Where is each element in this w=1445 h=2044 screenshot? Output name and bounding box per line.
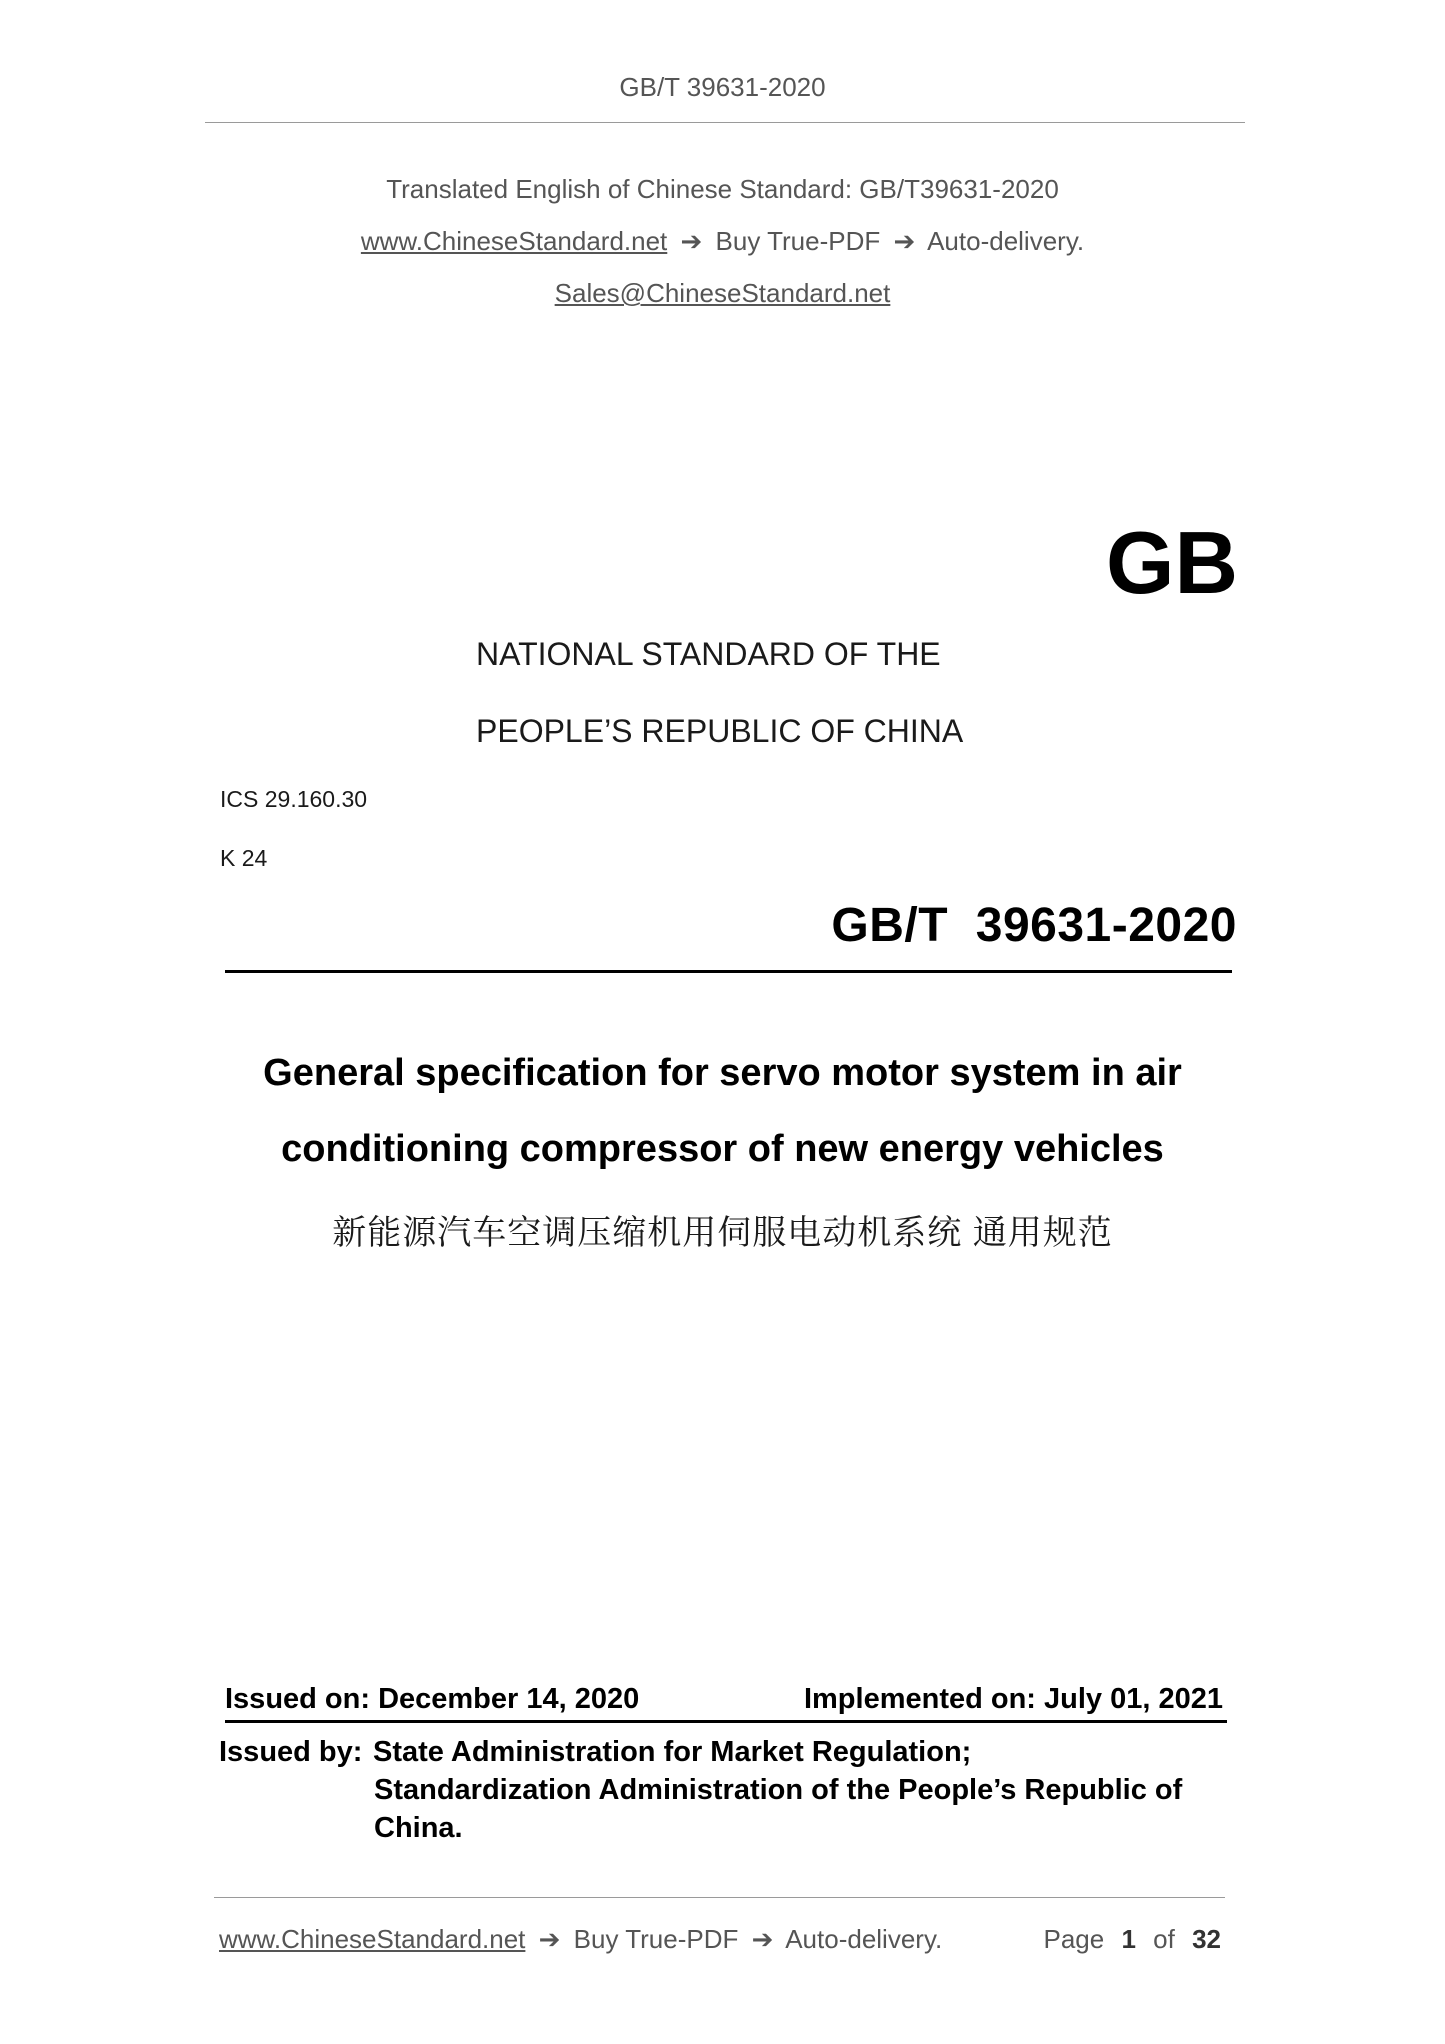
issued-by-label: Issued by:	[219, 1736, 363, 1768]
arrow-right-icon: ➔	[893, 226, 916, 256]
title-cn: 新能源汽车空调压缩机用伺服电动机系统 通用规范	[332, 1214, 1113, 1252]
footer-delivery-text: Auto-delivery.	[785, 1924, 943, 1954]
page-indicator	[1043, 1924, 1221, 1955]
arrow-right-icon: ➔	[751, 1924, 774, 1954]
footer-buy-text: Buy True-PDF	[573, 1924, 739, 1954]
page-of: of	[1153, 1924, 1175, 1954]
purchase-line	[0, 226, 1445, 257]
issued-by-line1: State Administration for Market Regulation;	[373, 1736, 972, 1768]
running-header: GB/T 39631-2020	[619, 72, 826, 102]
title-en-line2: conditioning compressor of new energy vehicles	[281, 1128, 1164, 1170]
page-current: 1	[1121, 1924, 1136, 1954]
header-divider	[205, 122, 1245, 123]
implemented-on: Implemented on: July 01, 2021	[803, 1683, 1223, 1715]
issued-by-line3: China.	[374, 1812, 463, 1844]
footer-site-link[interactable]: www.ChineseStandard.net	[219, 1924, 526, 1954]
issued-by-line2: Standardization Administration of the People’s Republic of	[374, 1774, 1183, 1806]
buy-text: Buy True-PDF	[715, 226, 881, 256]
page-label: Page	[1043, 1924, 1105, 1954]
page-total: 32	[1192, 1924, 1221, 1954]
national-standard-line2: PEOPLE’S REPUBLIC OF CHINA	[476, 713, 964, 749]
dates-rule	[225, 1720, 1227, 1723]
translation-notice: Translated English of Chinese Standard: GB/T39631-2020	[386, 174, 1059, 204]
email-link[interactable]: Sales@ChineseStandard.net	[554, 278, 891, 308]
standard-number-rule	[225, 970, 1232, 973]
email-line	[0, 278, 1445, 309]
ccs-code: K 24	[220, 845, 268, 871]
site-link[interactable]: www.ChineseStandard.net	[360, 226, 668, 256]
arrow-right-icon: ➔	[680, 226, 703, 256]
issued-on: Issued on: December 14, 2020	[225, 1683, 640, 1715]
ics-code: ICS 29.160.30	[220, 786, 368, 812]
delivery-text: Auto-delivery.	[927, 226, 1085, 256]
footer-purchase-line	[219, 1924, 942, 1955]
footer-divider	[214, 1897, 1225, 1898]
title-en-line1: General specification for servo motor system in air	[263, 1052, 1182, 1094]
arrow-right-icon: ➔	[538, 1924, 561, 1954]
standard-number: GB/T 39631-2020	[831, 899, 1237, 952]
gb-mark: GB	[1106, 513, 1238, 612]
national-standard-line1: NATIONAL STANDARD OF THE	[476, 636, 941, 672]
